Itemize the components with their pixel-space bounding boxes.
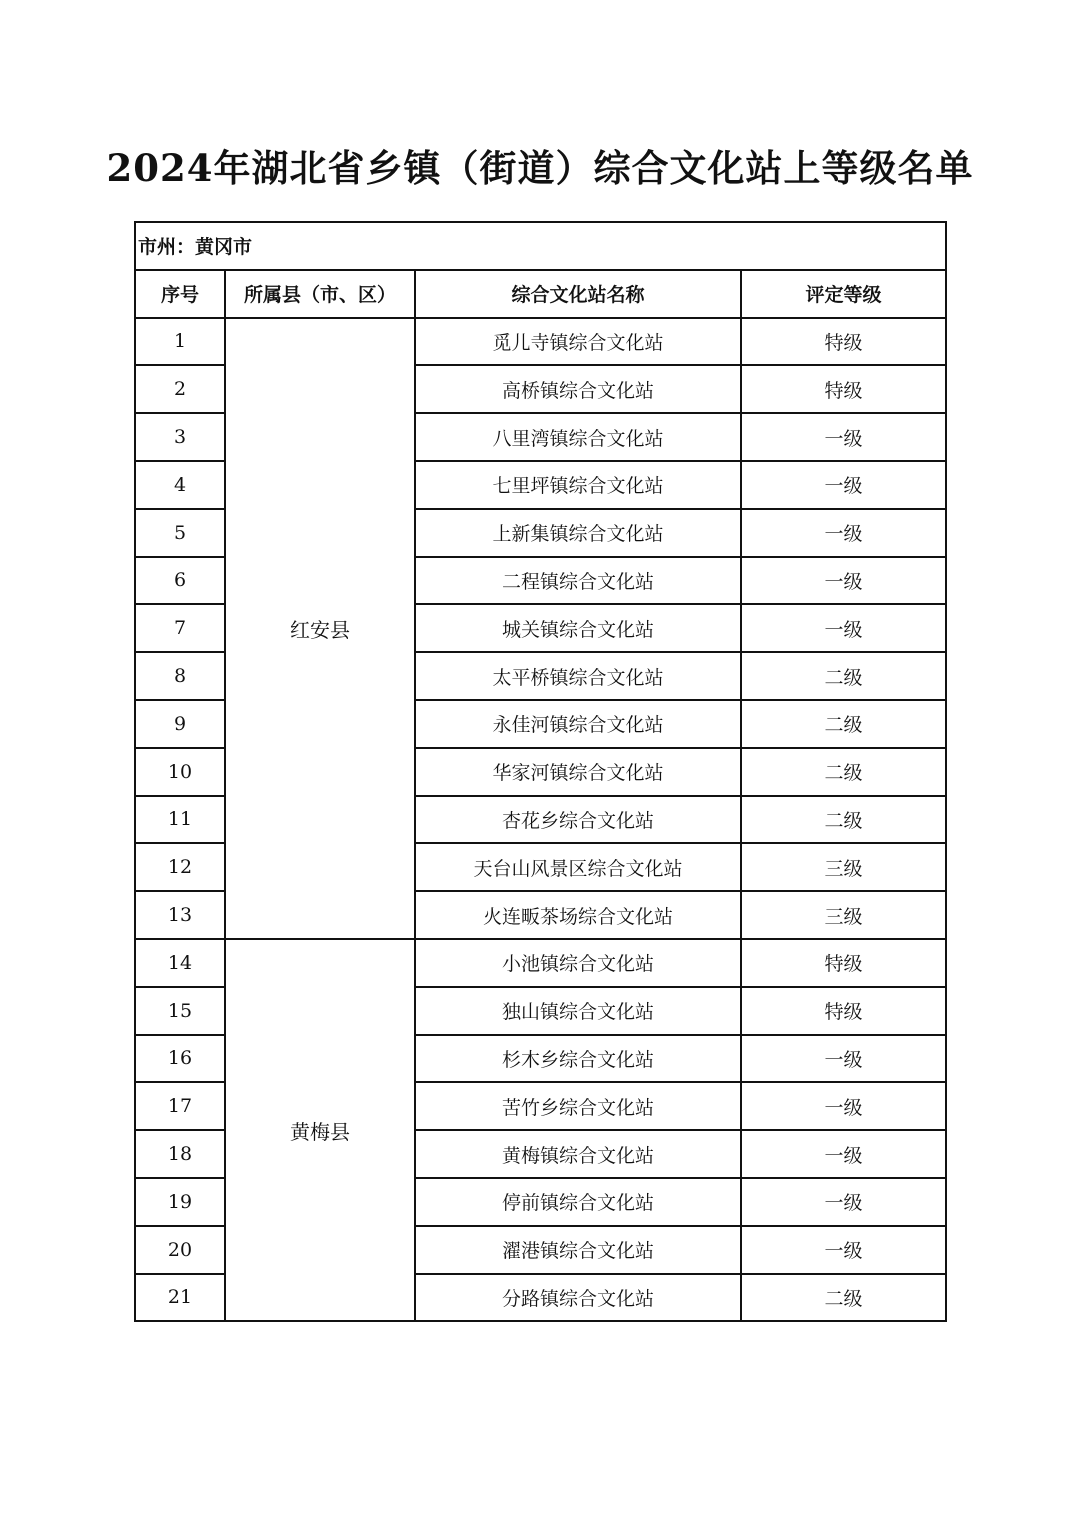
row-index: 19 bbox=[135, 1178, 225, 1226]
grade: 一级 bbox=[741, 461, 946, 509]
station-name: 黄梅镇综合文化站 bbox=[415, 1130, 741, 1178]
grade: 二级 bbox=[741, 1274, 946, 1322]
grade: 二级 bbox=[741, 796, 946, 844]
station-name: 永佳河镇综合文化站 bbox=[415, 700, 741, 748]
station-name: 上新集镇综合文化站 bbox=[415, 509, 741, 557]
station-name: 高桥镇综合文化站 bbox=[415, 365, 741, 413]
header-station: 综合文化站名称 bbox=[415, 270, 741, 318]
header-grade: 评定等级 bbox=[741, 270, 946, 318]
row-index: 14 bbox=[135, 939, 225, 987]
row-index: 6 bbox=[135, 557, 225, 605]
grade: 特级 bbox=[741, 987, 946, 1035]
grade: 一级 bbox=[741, 1178, 946, 1226]
row-index: 16 bbox=[135, 1035, 225, 1083]
station-name: 独山镇综合文化站 bbox=[415, 987, 741, 1035]
station-name: 杏花乡综合文化站 bbox=[415, 796, 741, 844]
region-label: 市州：黄冈市 bbox=[135, 222, 946, 270]
county-cell: 红安县 bbox=[225, 318, 415, 939]
station-name: 太平桥镇综合文化站 bbox=[415, 652, 741, 700]
row-index: 13 bbox=[135, 891, 225, 939]
station-name: 七里坪镇综合文化站 bbox=[415, 461, 741, 509]
grade: 三级 bbox=[741, 891, 946, 939]
row-index: 1 bbox=[135, 318, 225, 366]
grade: 二级 bbox=[741, 652, 946, 700]
station-name: 停前镇综合文化站 bbox=[415, 1178, 741, 1226]
grade: 一级 bbox=[741, 1082, 946, 1130]
station-name: 天台山风景区综合文化站 bbox=[415, 843, 741, 891]
row-index: 11 bbox=[135, 796, 225, 844]
grade: 二级 bbox=[741, 748, 946, 796]
row-index: 9 bbox=[135, 700, 225, 748]
header-row bbox=[135, 270, 946, 318]
station-name: 华家河镇综合文化站 bbox=[415, 748, 741, 796]
row-index: 15 bbox=[135, 987, 225, 1035]
station-name: 小池镇综合文化站 bbox=[415, 939, 741, 987]
grade: 一级 bbox=[741, 1130, 946, 1178]
header-county: 所属县（市、区） bbox=[225, 270, 415, 318]
table-row bbox=[135, 318, 946, 366]
row-index: 3 bbox=[135, 413, 225, 461]
row-index: 21 bbox=[135, 1274, 225, 1322]
station-name: 濯港镇综合文化站 bbox=[415, 1226, 741, 1274]
region-row bbox=[135, 222, 946, 270]
document-title: 2024年湖北省乡镇（街道）综合文化站上等级名单 bbox=[106, 146, 974, 190]
grade: 特级 bbox=[741, 318, 946, 366]
station-name: 觅儿寺镇综合文化站 bbox=[415, 318, 741, 366]
grade: 一级 bbox=[741, 1226, 946, 1274]
row-index: 5 bbox=[135, 509, 225, 557]
grade: 二级 bbox=[741, 700, 946, 748]
row-index: 12 bbox=[135, 843, 225, 891]
station-name: 八里湾镇综合文化站 bbox=[415, 413, 741, 461]
station-name: 二程镇综合文化站 bbox=[415, 557, 741, 605]
table-row bbox=[135, 939, 946, 987]
grade: 一级 bbox=[741, 1035, 946, 1083]
row-index: 7 bbox=[135, 604, 225, 652]
row-index: 20 bbox=[135, 1226, 225, 1274]
row-index: 18 bbox=[135, 1130, 225, 1178]
grade: 一级 bbox=[741, 557, 946, 605]
county-cell: 黄梅县 bbox=[225, 939, 415, 1321]
station-name: 杉木乡综合文化站 bbox=[415, 1035, 741, 1083]
grade: 一级 bbox=[741, 604, 946, 652]
header-index: 序号 bbox=[135, 270, 225, 318]
grade: 一级 bbox=[741, 413, 946, 461]
row-index: 2 bbox=[135, 365, 225, 413]
station-name: 火连畈茶场综合文化站 bbox=[415, 891, 741, 939]
row-index: 17 bbox=[135, 1082, 225, 1130]
station-grade-table bbox=[134, 221, 947, 1322]
row-index: 10 bbox=[135, 748, 225, 796]
station-name: 分路镇综合文化站 bbox=[415, 1274, 741, 1322]
grade: 一级 bbox=[741, 509, 946, 557]
station-name: 苦竹乡综合文化站 bbox=[415, 1082, 741, 1130]
grade: 特级 bbox=[741, 939, 946, 987]
grade: 三级 bbox=[741, 843, 946, 891]
row-index: 8 bbox=[135, 652, 225, 700]
station-name: 城关镇综合文化站 bbox=[415, 604, 741, 652]
grade: 特级 bbox=[741, 365, 946, 413]
row-index: 4 bbox=[135, 461, 225, 509]
